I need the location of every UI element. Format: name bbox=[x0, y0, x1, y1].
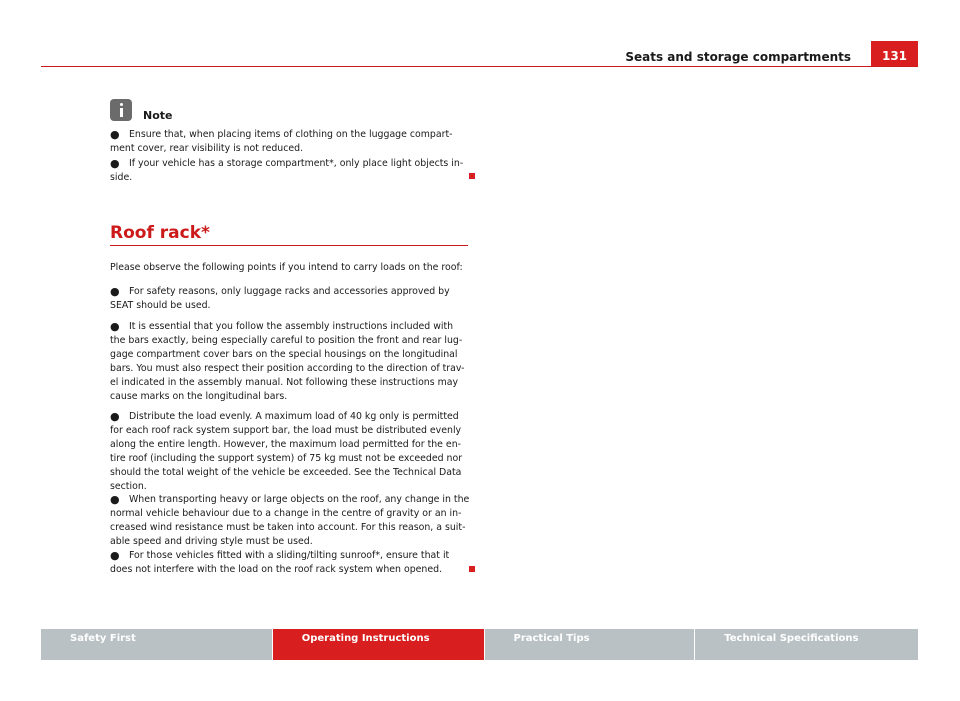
list-item: For those vehicles fitted with a sliding/tilting sunroof*, ensure that it does not interfere with the load on the roof rack system when opened. bbox=[110, 550, 450, 575]
note-item: Ensure that, when placing items of clothing on the luggage compart- ment cover, rear visibility is not reduced. bbox=[110, 129, 453, 154]
list-item: For safety reasons, only luggage racks and accessories approved by SEAT should be used. bbox=[110, 286, 450, 311]
section-intro: Please observe the following points if you intend to carry loads on the roof: bbox=[110, 262, 463, 273]
header-rule bbox=[41, 66, 918, 67]
bullet-icon: ● bbox=[110, 410, 120, 423]
tab-label: Safety First bbox=[70, 633, 136, 644]
bullet-icon: ● bbox=[110, 285, 120, 298]
section-rule bbox=[110, 245, 468, 246]
info-note-icon bbox=[110, 99, 132, 121]
bullet-icon: ● bbox=[110, 157, 120, 170]
tab-label: Practical Tips bbox=[513, 633, 590, 644]
tab-technical-specifications[interactable] bbox=[695, 629, 918, 660]
footer-nav bbox=[41, 629, 918, 660]
list-item: It is essential that you follow the assembly instructions included with the bars exactly, being especially careful to position the front and rear lug- gage compartment cover bars on the special housings on the longitudinal bars. You must also respect their position according to the direction of trav- el indicated in the assembly manual. Not following these instructions may cause marks on the longitudinal bars. bbox=[110, 321, 465, 402]
tab-safety-first[interactable] bbox=[41, 629, 272, 660]
bullet-icon: ● bbox=[110, 549, 120, 562]
tab-label: Operating Instructions bbox=[301, 633, 430, 644]
bullet-icon: ● bbox=[110, 493, 120, 506]
bullet-icon: ● bbox=[110, 320, 120, 333]
bullet-icon: ● bbox=[110, 128, 120, 141]
section-end-marker bbox=[469, 173, 475, 179]
page-number: 131 bbox=[881, 49, 908, 63]
tab-label: Technical Specifications bbox=[724, 633, 859, 644]
page-number-badge bbox=[871, 41, 918, 66]
section-title: Roof rack* bbox=[110, 223, 210, 243]
list-item: Distribute the load evenly. A maximum load of 40 kg only is permitted for each roof rack system support bar, the load must be distributed evenly along the entire length. However, the maximum load permitted for the en- tire roof (including the support system) of 75 kg must not be exceeded nor should the total weight of the vehicle be exceeded. See the Technical Data section. bbox=[110, 411, 463, 492]
tab-operating-instructions[interactable] bbox=[273, 629, 484, 660]
note-item: If your vehicle has a storage compartment*, only place light objects in- side. bbox=[110, 158, 464, 183]
section-end-marker bbox=[469, 566, 475, 572]
page-header-title: Seats and storage compartments bbox=[625, 50, 851, 64]
list-item: When transporting heavy or large objects on the roof, any change in the normal vehicle behaviour due to a change in the centre of gravity or an in- creased wind resistance must be taken into account. For this reason, a suit- able speed and driving style must be used. bbox=[110, 494, 470, 547]
note-heading: Note bbox=[143, 109, 173, 122]
tab-practical-tips[interactable] bbox=[485, 629, 695, 660]
